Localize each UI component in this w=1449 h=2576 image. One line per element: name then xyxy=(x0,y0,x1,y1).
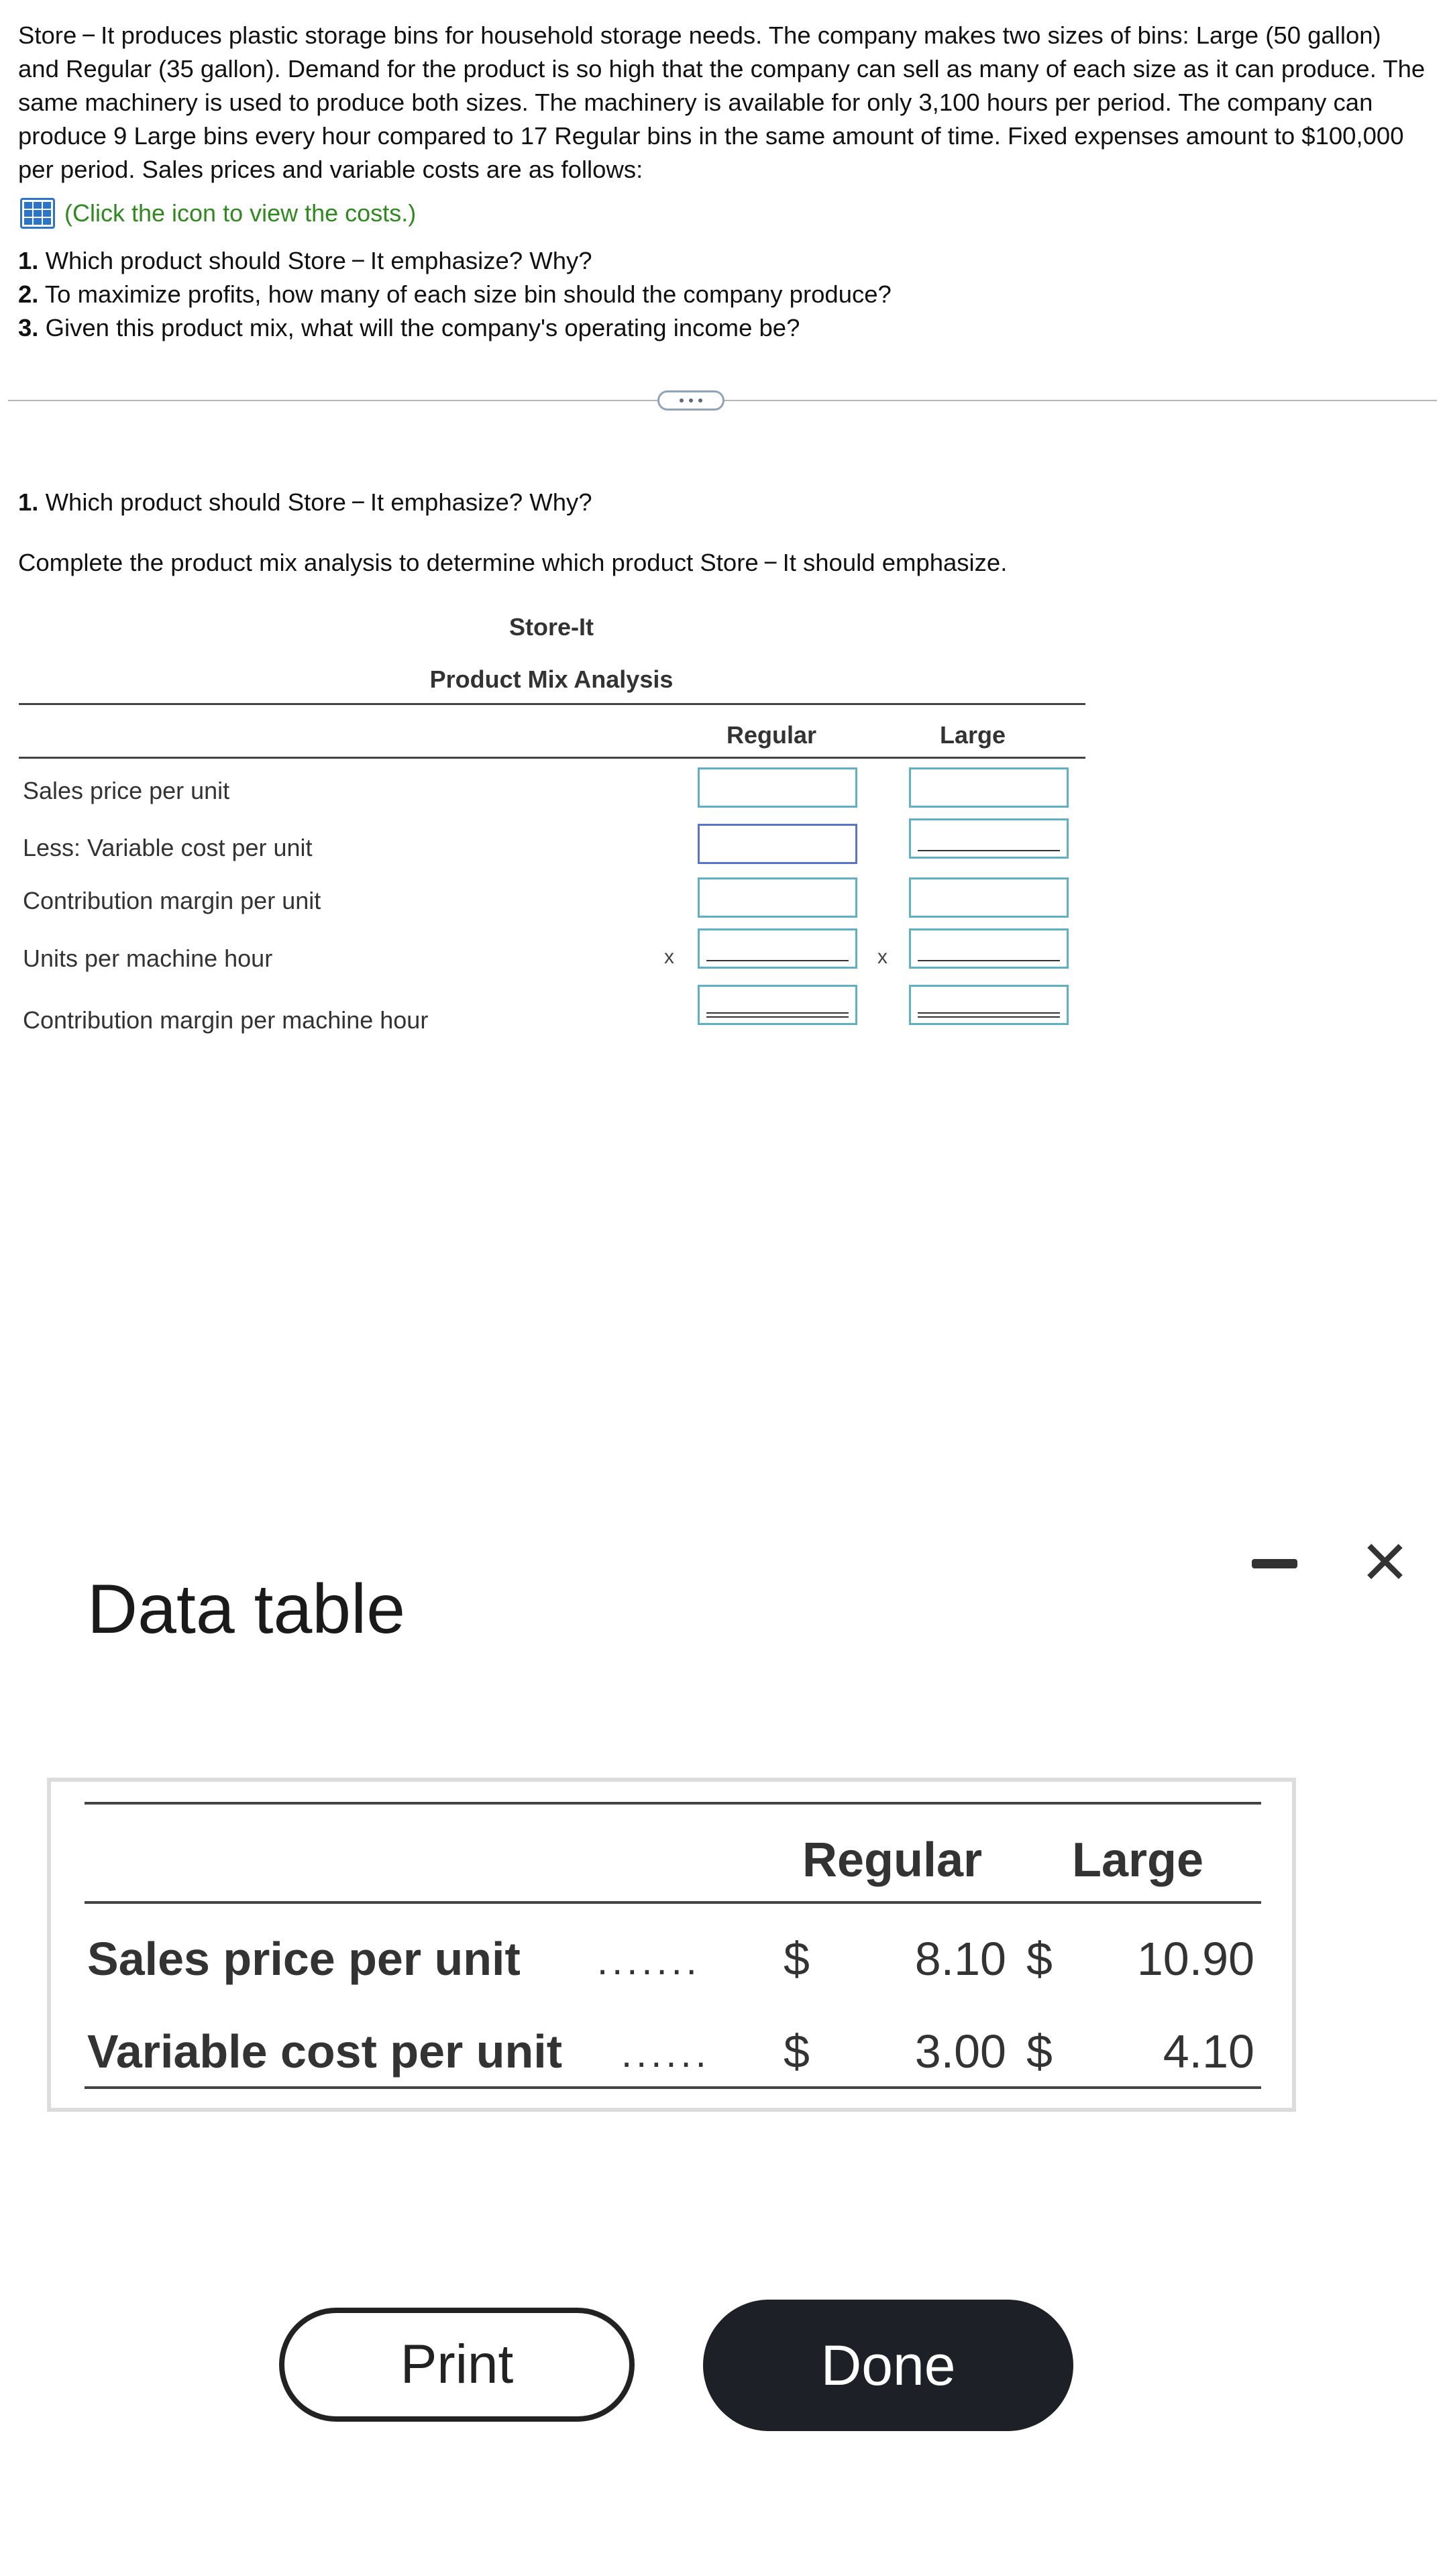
regular-sales-price-value: 8.10 xyxy=(914,1933,1006,1985)
large-variable-cost-value: 4.10 xyxy=(1163,2025,1254,2078)
row-label-variable-cost: Less: Variable cost per unit xyxy=(23,834,313,861)
currency-sign: $ xyxy=(784,1933,810,1985)
done-button[interactable]: Done xyxy=(703,2300,1073,2431)
column-large: Large xyxy=(939,721,1006,749)
ellipsis-icon xyxy=(680,398,684,402)
modal-title: Data table xyxy=(87,1570,406,1648)
large-sales-price-input[interactable] xyxy=(909,767,1069,808)
question-item: 2. To maximize profits, how many of each size bin should the company produce? xyxy=(18,280,892,308)
expand-more-button[interactable] xyxy=(657,390,724,411)
large-units-per-hour-input[interactable] xyxy=(909,928,1069,969)
view-costs-text[interactable]: (Click the icon to view the costs.) xyxy=(64,199,417,227)
problem-statement xyxy=(18,19,1427,186)
regular-cm-per-unit-input[interactable] xyxy=(698,877,857,918)
row-label-units-per-hour: Units per machine hour xyxy=(23,945,273,972)
analysis-title: Product Mix Analysis xyxy=(429,665,674,693)
column-regular: Regular xyxy=(726,721,817,749)
currency-sign: $ xyxy=(1026,1933,1053,1985)
currency-sign: $ xyxy=(784,2025,810,2078)
data-table-header-rule xyxy=(85,1901,1261,1904)
row-label-sales-price: Sales price per unit xyxy=(23,777,230,804)
data-table-top-rule xyxy=(85,1802,1261,1805)
data-row-label: Sales price per unit xyxy=(87,1933,521,1985)
large-variable-cost-input[interactable] xyxy=(909,818,1069,859)
leader-dots: ...... xyxy=(621,2032,710,2076)
part1-instruction: Complete the product mix analysis to determine which product Store − It should emphasize. xyxy=(18,549,1008,576)
regular-variable-cost-value: 3.00 xyxy=(914,2025,1006,2078)
minimize-icon[interactable] xyxy=(1252,1559,1297,1568)
data-row-label: Variable cost per unit xyxy=(87,2025,562,2078)
data-table-icon[interactable] xyxy=(20,198,55,229)
question-item: 3. Given this product mix, what will the company's operating income be? xyxy=(18,314,800,341)
table-top-rule xyxy=(19,703,1085,705)
multiply-sign: x xyxy=(664,946,674,968)
view-costs-link[interactable] xyxy=(20,196,416,231)
question-item: 1. Which product should Store − It emphasize? Why? xyxy=(18,247,592,274)
leader-dots: ....... xyxy=(597,1939,701,1983)
print-button[interactable]: Print xyxy=(279,2308,635,2422)
multiply-sign: x xyxy=(877,946,888,968)
row-label-cm-per-hour: Contribution margin per machine hour xyxy=(23,1006,429,1034)
regular-variable-cost-input[interactable] xyxy=(698,824,857,864)
regular-cm-per-hour-input[interactable] xyxy=(698,985,857,1025)
analysis-company: Store-It xyxy=(509,613,594,641)
data-table-bottom-rule xyxy=(85,2086,1261,2089)
large-sales-price-value: 10.90 xyxy=(1136,1933,1254,1985)
part1-question: 1. Which product should Store − It emphasize? Why? xyxy=(18,488,592,516)
header-rule xyxy=(19,757,1085,759)
currency-sign: $ xyxy=(1026,2025,1053,2078)
data-column-large: Large xyxy=(1072,1833,1204,1887)
row-label-contribution-margin: Contribution margin per unit xyxy=(23,887,321,914)
close-icon[interactable]: × xyxy=(1362,1517,1408,1605)
large-cm-per-unit-input[interactable] xyxy=(909,877,1069,918)
problem-paragraph: Store − It produces plastic storage bins for household storage needs. The company makes two sizes of bins: Large (50 gallon) and Regular (35 gallon). Demand for the product is so high that the company can sell as many of each size as it can produce. The same machinery is used to produce both sizes. The machinery is available for only 3,100 hours per period. The company can produce 9 Large bins every hour compared to 17 Regular bins in the same amount of time. Fixed expenses amount to $100,000 per period. Sales prices and variable costs are as follows: xyxy=(18,21,1426,183)
question-list xyxy=(18,244,892,345)
regular-sales-price-input[interactable] xyxy=(698,767,857,808)
data-column-regular: Regular xyxy=(802,1833,983,1887)
large-cm-per-hour-input[interactable] xyxy=(909,985,1069,1025)
regular-units-per-hour-input[interactable] xyxy=(698,928,857,969)
